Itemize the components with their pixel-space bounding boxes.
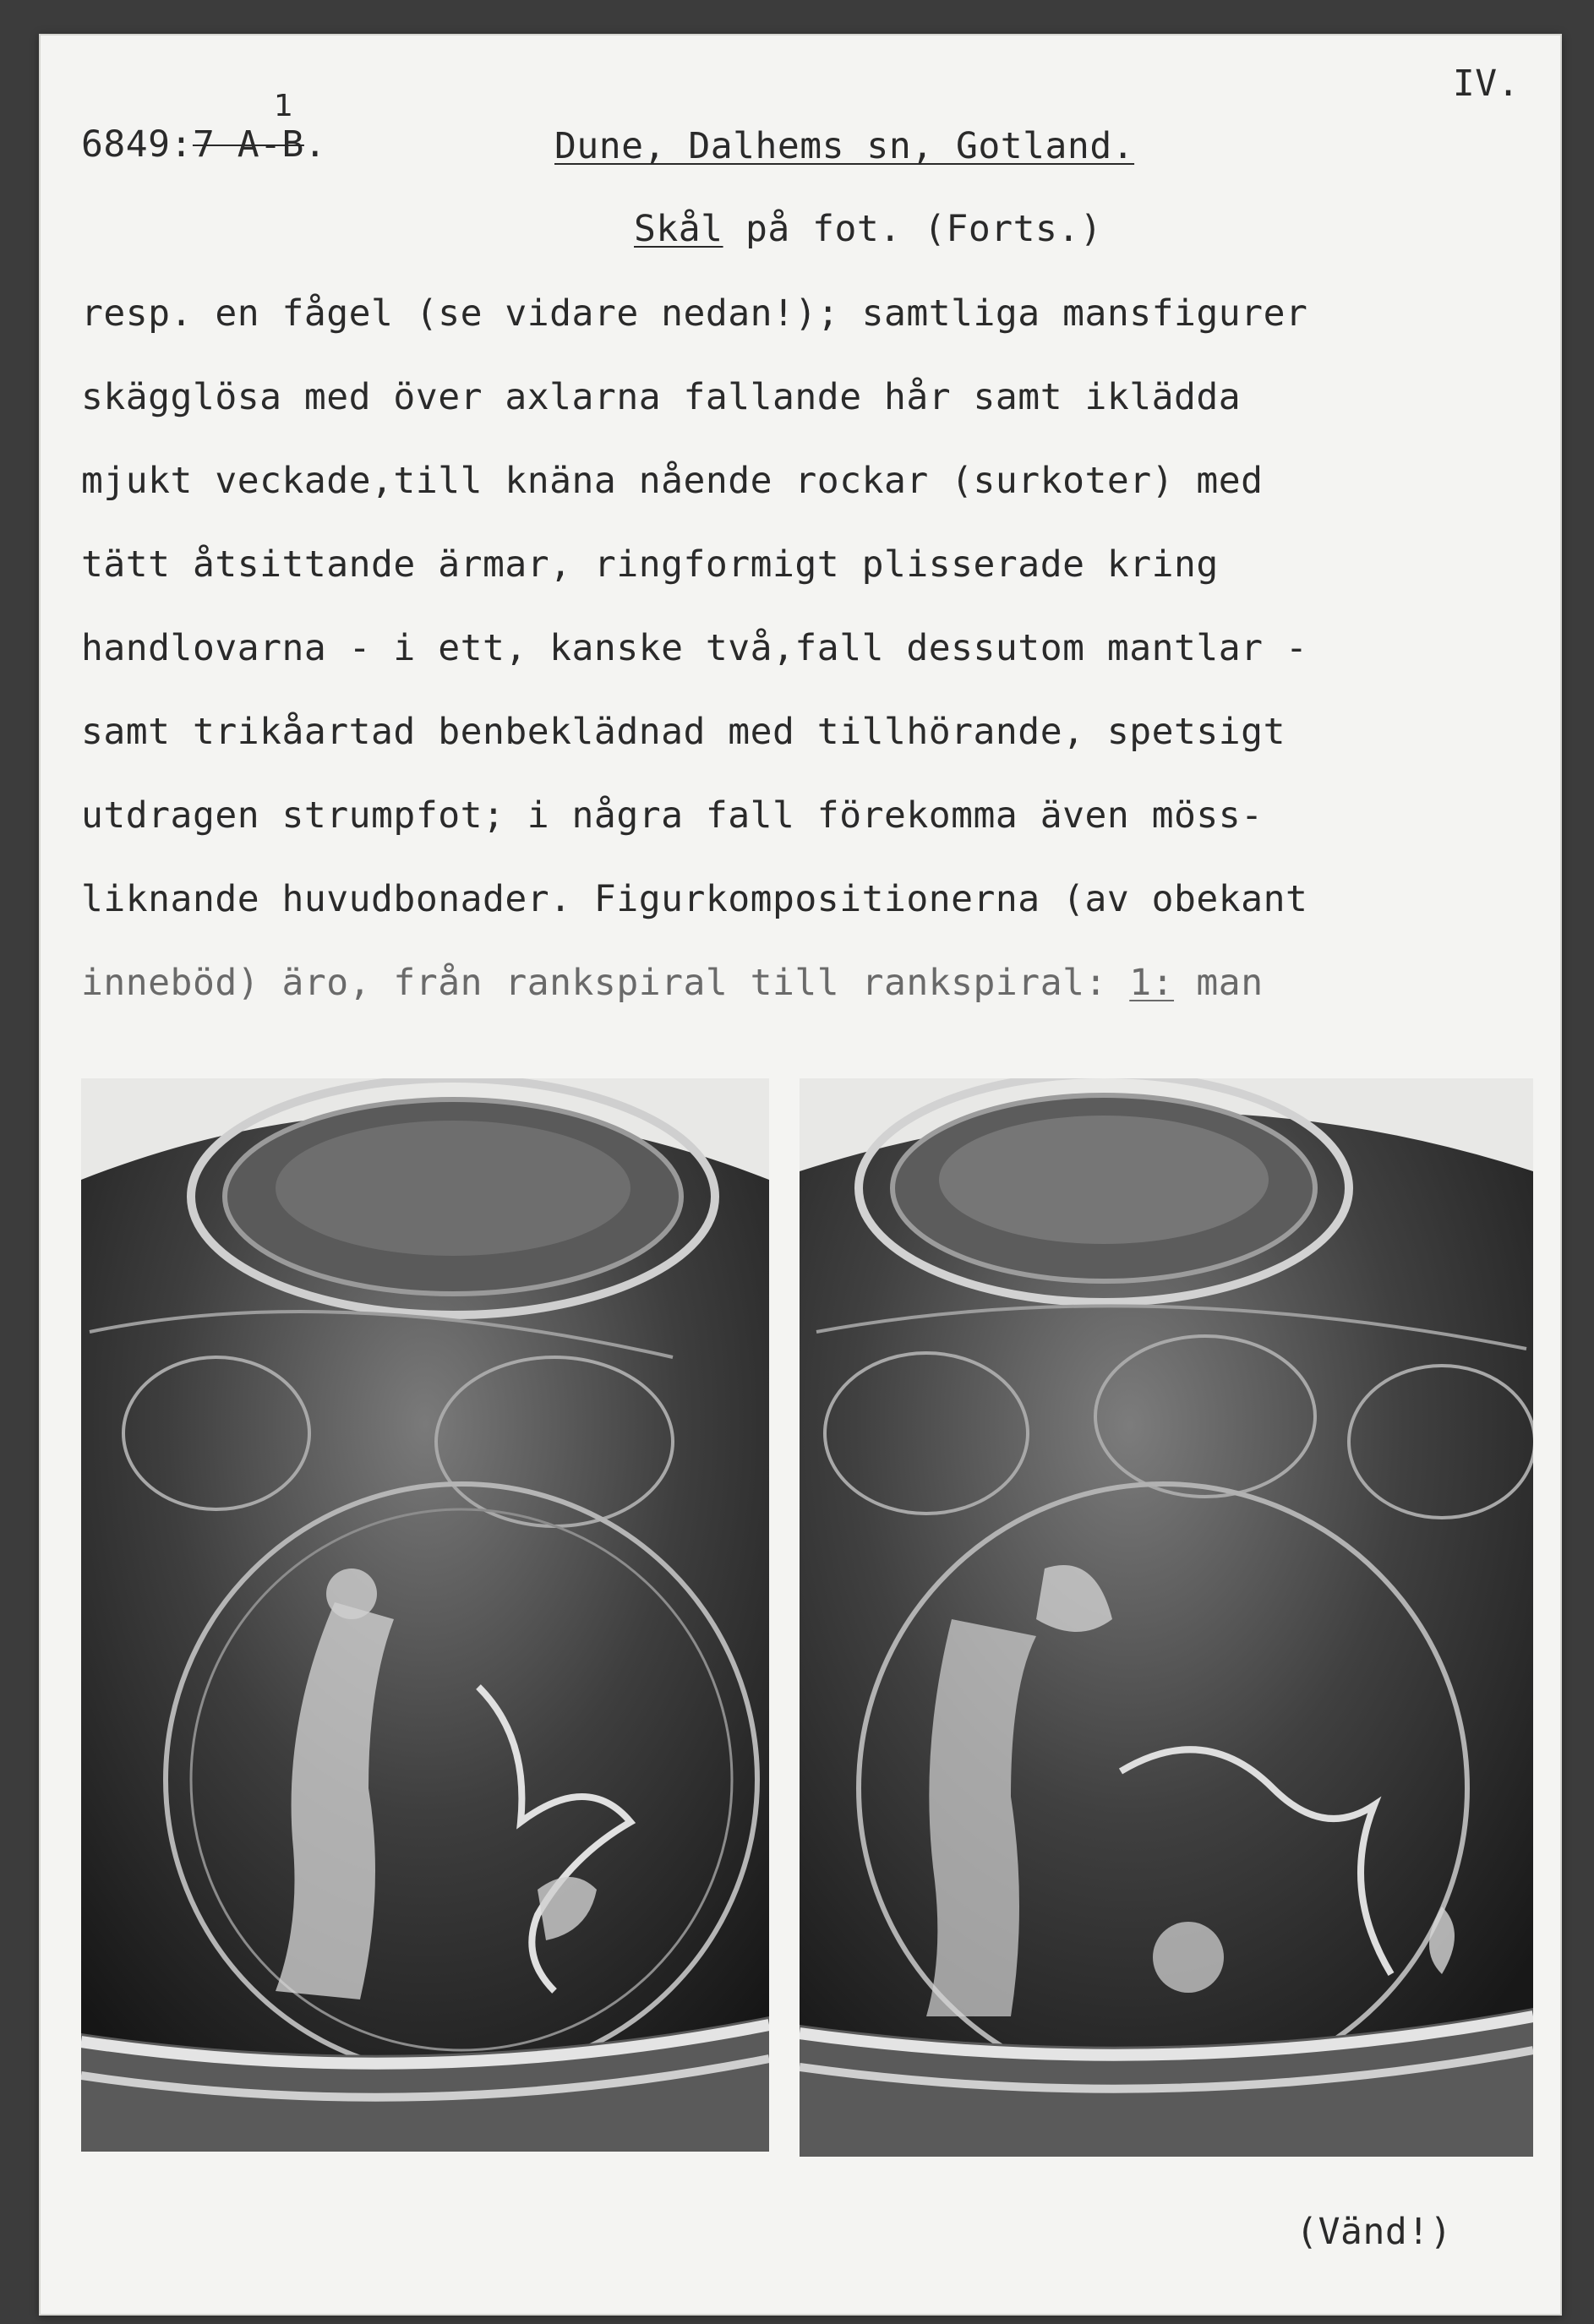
text-line: liknande huvudbonader. Figurkompositionerna (av obekant (81, 878, 1308, 920)
last-line-prefix: inneböd) äro, från rankspiral till rankspiral: (81, 962, 1130, 1004)
last-line-suffix: man (1174, 962, 1264, 1004)
composition-number: 1: (1129, 962, 1175, 1004)
text-line: handlovarna - i ett, kanske två,fall dessutom mantlar - (81, 627, 1308, 669)
text-line: mjukt veckade,till knäna nående rockar (surkoter) med (81, 460, 1264, 502)
bowl-photo-right (800, 1078, 1533, 2157)
text-line: samt trikåartad benbeklädnad med tillhörande, spetsigt (81, 711, 1286, 753)
text-line: resp. en fågel (se vidare nedan!); samtliga mansfigurer (81, 292, 1308, 335)
site-heading: Dune, Dalhems sn, Gotland. (554, 125, 1135, 167)
object-rest: på fot. (Forts.) (723, 208, 1103, 250)
bowl-engraving-left (81, 1078, 769, 2152)
text-line: skägglösa med över axlarna fallande hår samt iklädda (81, 376, 1242, 418)
accession-correction: 1 (274, 89, 294, 123)
text-line-last (81, 962, 1535, 1049)
object-heading (634, 208, 1103, 250)
text-line: tätt åtsittande ärmar, ringformigt plisserade kring (81, 543, 1219, 586)
text-line: utdragen strumpfot; i några fall förekomma även möss- (81, 794, 1264, 837)
accession-number (81, 89, 327, 166)
object-name: Skål (634, 208, 723, 250)
accession-suffix: . (303, 123, 327, 166)
catalogue-card (39, 34, 1562, 2316)
description-text (81, 292, 1535, 1049)
turn-over-note: (Vänd!) (1296, 2211, 1452, 2253)
plate-number: IV. (1452, 63, 1520, 105)
accession-prefix: 6849: (81, 123, 193, 166)
bowl-photo-left (81, 1078, 769, 2152)
accession-struck: 7 A-B (192, 123, 304, 166)
bowl-engraving-right (800, 1078, 1533, 2157)
